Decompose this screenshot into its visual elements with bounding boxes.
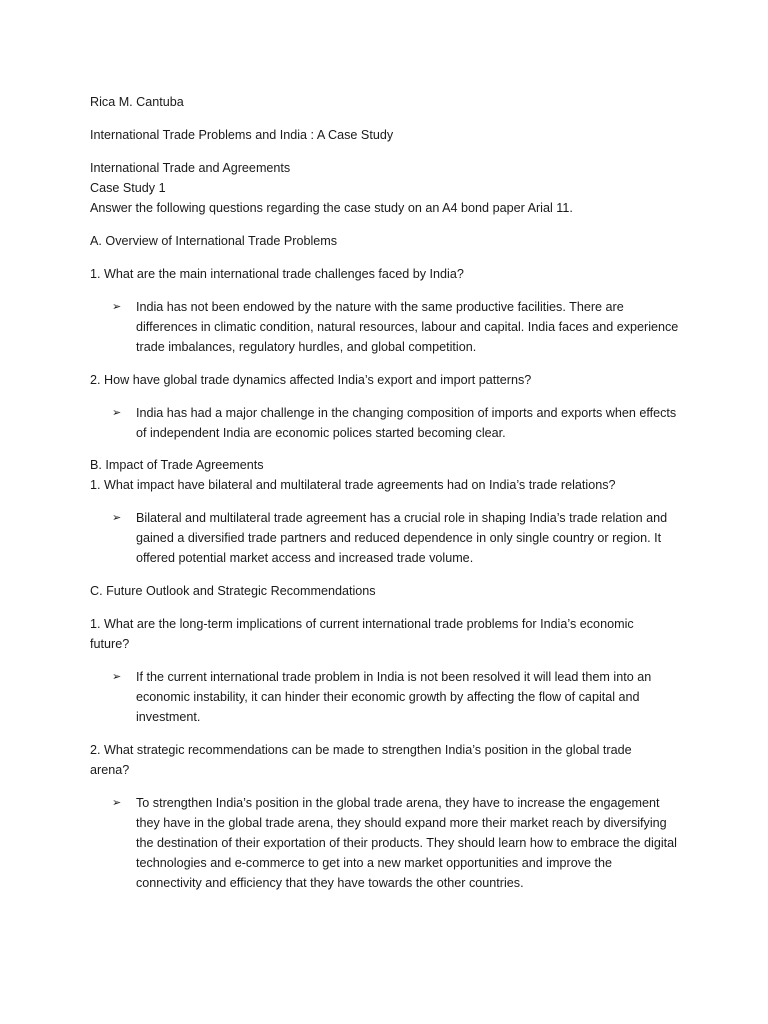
answer-text: If the current international trade problem in India is not been resolved it will lead them into an economic instability, it can hinder their economic growth by affecting the flow of capital and investment. xyxy=(136,670,652,724)
author-name: Rica M. Cantuba xyxy=(90,95,184,109)
arrow-bullet-icon: ➢ xyxy=(112,796,122,809)
section-a-question-2: 2. How have global trade dynamics affected India’s export and import patterns? xyxy=(90,373,532,387)
section-c-answer-1 xyxy=(112,667,680,727)
answer-text: To strengthen India’s position in the global trade arena, they have to increase the engagement they have in the global trade arena, they should expand more their market reach by diversifying the destination of their exportation of their products. They should learn how to embrace the digital technologies and e-commerce to get into a new market opportunities and improve the connectivity and efficiency that they have towards the other countries. xyxy=(136,796,677,890)
section-c-question-2: 2. What strategic recommendations can be made to strengthen India’s position in the global trade arena? xyxy=(90,743,632,777)
course-name: International Trade and Agreements xyxy=(90,161,291,175)
section-a-heading: A. Overview of International Trade Problems xyxy=(90,234,338,248)
arrow-bullet-icon: ➢ xyxy=(112,670,122,683)
section-a-answer-1 xyxy=(112,297,680,357)
section-c-heading: C. Future Outlook and Strategic Recommendations xyxy=(90,584,376,598)
arrow-bullet-icon: ➢ xyxy=(112,511,122,524)
answer-text: India has not been endowed by the nature with the same productive facilities. There are differences in climatic condition, natural resources, labour and capital. India faces and experience trade imbalances, regulatory hurdles, and global competition. xyxy=(136,300,679,354)
section-b-question-1: 1. What impact have bilateral and multilateral trade agreements had on India’s trade relations? xyxy=(90,478,616,492)
section-a-answer-2 xyxy=(112,403,680,443)
section-b-heading: B. Impact of Trade Agreements xyxy=(90,458,264,472)
answer-text: India has had a major challenge in the changing composition of imports and exports when effects of independent India are economic polices started becoming clear. xyxy=(136,406,677,440)
section-c-question-1: 1. What are the long-term implications of current international trade problems for India’s economic future? xyxy=(90,617,634,651)
arrow-bullet-icon: ➢ xyxy=(112,300,122,313)
arrow-bullet-icon: ➢ xyxy=(112,406,122,419)
instructions-text: Answer the following questions regarding the case study on an A4 bond paper Arial 11. xyxy=(90,201,573,215)
section-a-question-1: 1. What are the main international trade challenges faced by India? xyxy=(90,267,464,281)
document-title: International Trade Problems and India : A Case Study xyxy=(90,128,394,142)
answer-text: Bilateral and multilateral trade agreement has a crucial role in shaping India’s trade relation and gained a diversified trade partners and reduced dependence in only single country or region. It offered potential market access and increased trade volume. xyxy=(136,511,668,565)
section-b-answer-1 xyxy=(112,508,680,568)
case-study-label: Case Study 1 xyxy=(90,181,166,195)
section-c-answer-2 xyxy=(112,793,680,893)
